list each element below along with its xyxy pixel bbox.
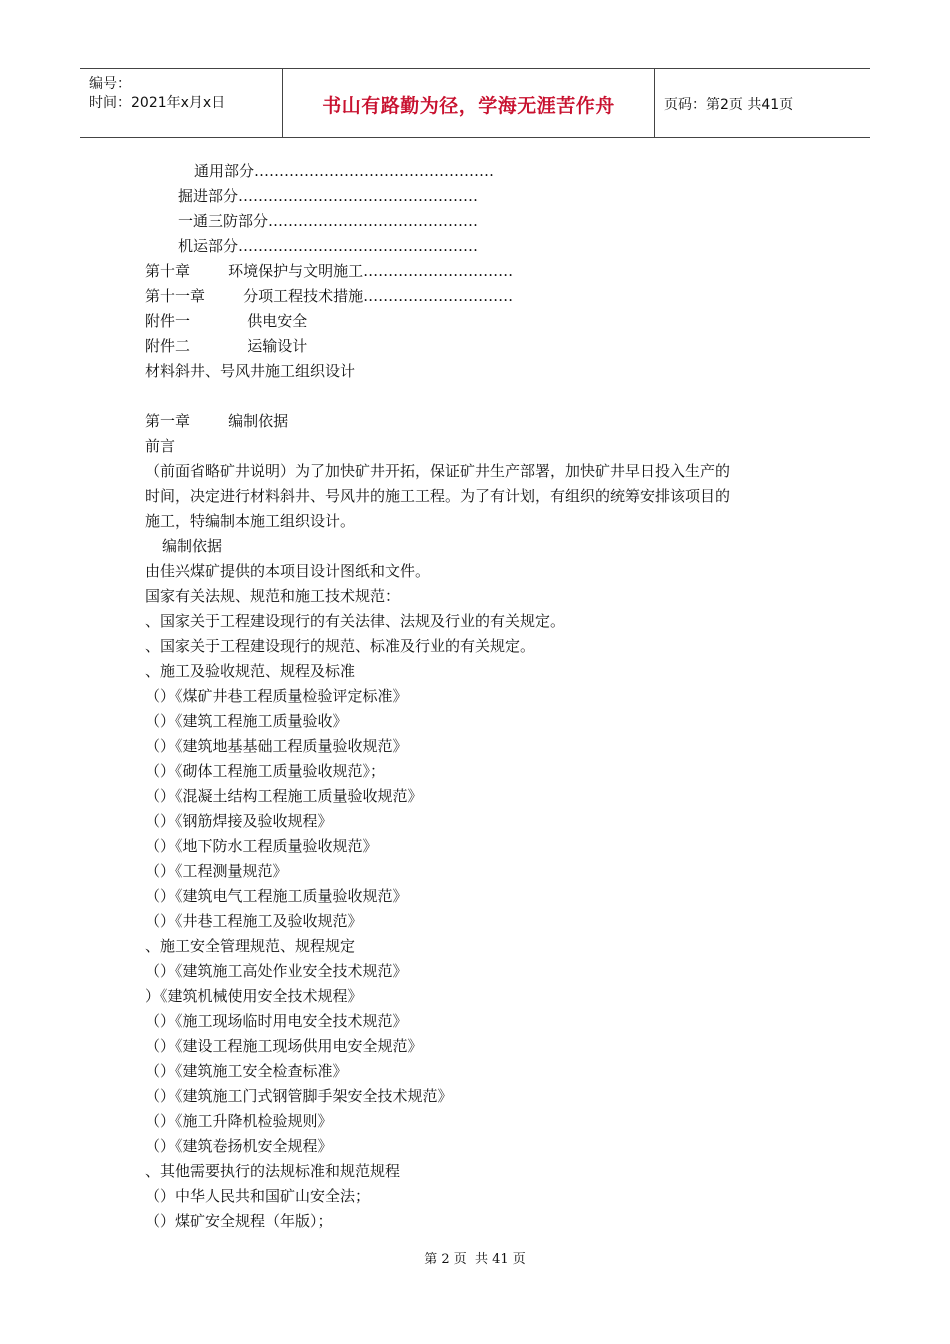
page-footer: 第 2 页 共 41 页	[424, 1252, 526, 1267]
basis-item: （）《工程测量规范》	[145, 862, 288, 880]
basis-item: （）《建筑卷扬机安全规程》	[145, 1137, 333, 1155]
chapter-title: 第一章 编制依据	[145, 412, 289, 430]
section-title-basis: 编制依据	[162, 537, 223, 555]
basis-item: 、施工安全管理规范、规程规定	[145, 937, 356, 955]
header-cell-motto	[283, 69, 655, 137]
basis-item: （）《煤矿井巷工程质量检验评定标准》	[145, 687, 408, 705]
document-number-label: 编号：	[89, 76, 131, 92]
header-cell-info	[80, 69, 283, 137]
header-motto: 书山有路勤为径，学海无涯苦作舟	[322, 95, 615, 117]
basis-item: （）《混凝土结构工程施工质量验收规范》	[145, 787, 423, 805]
basis-item: ）《建筑机械使用安全技术规程》	[145, 987, 363, 1005]
page-header-table	[80, 68, 870, 138]
toc-entry-excavation: 掘进部分…………………………………………	[178, 187, 479, 205]
toc-entry-ventilation: 一通三防部分……………………………………	[178, 212, 479, 230]
toc-entry-transport: 机运部分…………………………………………	[178, 237, 479, 255]
toc-entry-chapter-10: 第十章 环境保护与文明施工…………………………	[145, 262, 514, 280]
header-cell-page	[655, 69, 870, 137]
basis-item: （）《建筑施工安全检查标准》	[145, 1062, 348, 1080]
toc-entry-general: 通用部分…………………………………………	[194, 162, 495, 180]
basis-item: （）《井巷工程施工及验收规范》	[145, 912, 363, 930]
paragraph-line: （前面省略矿井说明）为了加快矿井开拓，保证矿井生产部署，加快矿井早日投入生产的	[145, 462, 731, 480]
basis-item: （）《建筑工程施工质量验收》	[145, 712, 348, 730]
basis-item: 、国家关于工程建设现行的有关法律、法规及行业的有关规定。	[145, 612, 566, 630]
basis-item: （）煤矿安全规程（年版）；	[145, 1212, 333, 1230]
toc-entry-appendix-1: 附件一 供电安全	[145, 312, 308, 330]
basis-item: 、施工及验收规范、规程及标准	[145, 662, 356, 680]
basis-item: （）《建筑施工高处作业安全技术规范》	[145, 962, 408, 980]
basis-item: （）中华人民共和国矿山安全法；	[145, 1187, 371, 1205]
document-date: 时间：2021年x月x日	[89, 95, 226, 111]
basis-item: （）《建筑地基基础工程质量验收规范》	[145, 737, 408, 755]
basis-item: （）《施工升降机检验规则》	[145, 1112, 333, 1130]
basis-item: （）《建设工程施工现场供用电安全规范》	[145, 1037, 423, 1055]
basis-item: （）《施工现场临时用电安全技术规范》	[145, 1012, 408, 1030]
paragraph-line: 时间，决定进行材料斜井、号风井的施工工程。为了有计划，有组织的统筹安排该项目的	[145, 487, 731, 505]
preface-title: 前言	[145, 437, 176, 455]
basis-item: （）《地下防水工程质量验收规范》	[145, 837, 378, 855]
toc-entry-chapter-11: 第十一章 分项工程技术措施…………………………	[145, 287, 514, 305]
header-page-info: 页码：第2页 共41页	[664, 97, 794, 113]
basis-item: 国家有关法规、规范和施工技术规范：	[145, 587, 401, 605]
toc-entry-appendix-2: 附件二 运输设计	[145, 337, 308, 355]
basis-item: （）《建筑施工门式钢管脚手架安全技术规范》	[145, 1087, 453, 1105]
paragraph-line: 施工，特编制本施工组织设计。	[145, 512, 356, 530]
basis-item: 由佳兴煤矿提供的本项目设计图纸和文件。	[145, 562, 431, 580]
basis-item: （）《建筑电气工程施工质量验收规范》	[145, 887, 408, 905]
toc-entry-design-title: 材料斜井、号风井施工组织设计	[145, 362, 356, 380]
basis-item: （）《砌体工程施工质量验收规范》；	[145, 762, 386, 780]
basis-item: 、其他需要执行的法规标准和规范规程	[145, 1162, 401, 1180]
basis-item: 、国家关于工程建设现行的规范、标准及行业的有关规定。	[145, 637, 536, 655]
basis-item: （）《钢筋焊接及验收规程》	[145, 812, 333, 830]
